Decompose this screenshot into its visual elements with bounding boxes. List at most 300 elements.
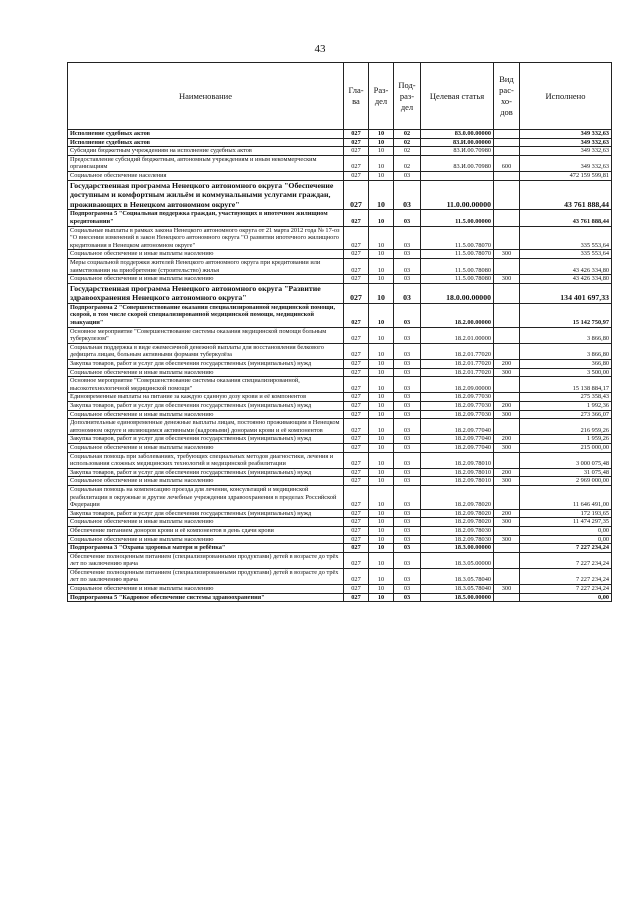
table-row [68,250,612,259]
row-section-cell: 10 [369,171,394,180]
row-section-cell: 10 [369,327,394,343]
row-chapter-cell: 027 [344,593,369,602]
row-name-cell: Основное мероприятие "Совершенствование системы оказания медицинской помощи больным туберкулезом" [68,327,344,343]
row-executed-cell: 7 227 234,24 [520,552,612,568]
row-target-cell: 11.5.00.78080 [421,258,494,274]
table-row [68,410,612,419]
table-body [68,130,612,602]
row-section-cell: 10 [369,368,394,377]
row-subsection-cell: 03 [394,377,421,393]
row-target-cell: 18.0.00.00000 [421,283,494,303]
row-name-cell: Исполнение судебных актов [68,130,344,139]
header-target: Целевая статья [421,63,494,130]
row-name-cell: Подпрограмма 2 "Совершенствование оказания специализированной медицинской помощи, скорой, в том числе скорой специализированной медицинской помощи, медицинской эвакуации" [68,303,344,327]
row-chapter-cell: 027 [344,171,369,180]
table-row [68,226,612,250]
row-chapter-cell: 027 [344,377,369,393]
row-executed-cell: 172 193,65 [520,509,612,518]
row-name-cell: Субсидии бюджетным учреждениям на исполнение судебных актов [68,147,344,156]
row-subsection-cell: 03 [394,258,421,274]
table-row [68,485,612,509]
row-subsection-cell: 03 [394,275,421,284]
table-row [68,518,612,527]
row-executed-cell: 0,00 [520,526,612,535]
row-executed-cell: 472 159 599,81 [520,171,612,180]
row-section-cell: 10 [369,138,394,147]
table-row [68,477,612,486]
row-target-cell: 18.2.01.77020 [421,360,494,369]
table-row [68,593,612,602]
table-row [68,360,612,369]
row-name-cell: Социальное обеспечение и иные выплаты населению [68,410,344,419]
row-target-cell: 18.2.09.78020 [421,518,494,527]
row-expense-type-cell: 300 [494,368,520,377]
row-executed-cell: 3 866,80 [520,343,612,359]
row-target-cell: 18.2.09.78030 [421,535,494,544]
row-name-cell: Единовременные выплаты на питание за каждую сданную дозу крови и её компонентов [68,393,344,402]
table-row [68,368,612,377]
row-executed-cell: 3 000 075,48 [520,452,612,468]
row-executed-cell: 15 138 884,17 [520,377,612,393]
table-row [68,275,612,284]
table-row [68,535,612,544]
row-executed-cell: 2 969 000,00 [520,477,612,486]
row-name-cell: Обеспечение питанием доноров крови и её компонентов в день сдачи крови [68,526,344,535]
row-chapter-cell: 027 [344,443,369,452]
row-chapter-cell: 027 [344,147,369,156]
row-target-cell: 18.2.09.77030 [421,410,494,419]
row-subsection-cell: 03 [394,303,421,327]
table-row [68,377,612,393]
row-subsection-cell: 02 [394,147,421,156]
row-chapter-cell: 027 [344,155,369,171]
row-expense-type-cell [494,147,520,156]
row-subsection-cell: 03 [394,485,421,509]
row-section-cell: 10 [369,452,394,468]
row-name-cell: Предоставление субсидий бюджетным, автономным учреждениям и иным некоммерческим организациям [68,155,344,171]
row-chapter-cell: 027 [344,303,369,327]
table-row [68,147,612,156]
row-executed-cell: 11 646 491,00 [520,485,612,509]
row-chapter-cell: 027 [344,410,369,419]
row-target-cell: 18.2.01.77020 [421,368,494,377]
row-subsection-cell: 03 [394,419,421,435]
row-expense-type-cell: 200 [494,435,520,444]
row-expense-type-cell [494,327,520,343]
row-chapter-cell: 027 [344,258,369,274]
row-name-cell: Закупка товаров, работ и услуг для обеспечения государственных (муниципальных) нужд [68,435,344,444]
table-row [68,343,612,359]
row-executed-cell: 1 959,26 [520,435,612,444]
table-row [68,258,612,274]
table-row [68,435,612,444]
row-section-cell: 10 [369,544,394,553]
row-subsection-cell: 03 [394,544,421,553]
row-subsection-cell: 03 [394,402,421,411]
row-target-cell: 83.И.00.00000 [421,138,494,147]
header-executed: Исполнено [520,63,612,130]
row-subsection-cell: 03 [394,593,421,602]
row-executed-cell: 366,80 [520,360,612,369]
row-name-cell: Социальное обеспечение и иные выплаты населению [68,250,344,259]
row-subsection-cell: 03 [394,180,421,210]
row-chapter-cell: 027 [344,435,369,444]
row-chapter-cell: 027 [344,393,369,402]
row-section-cell: 10 [369,180,394,210]
header-chapter: Гла-ва [344,63,369,130]
row-executed-cell: 275 358,43 [520,393,612,402]
row-section-cell: 10 [369,343,394,359]
row-subsection-cell: 02 [394,130,421,139]
row-expense-type-cell: 300 [494,250,520,259]
table-row [68,327,612,343]
row-section-cell: 10 [369,377,394,393]
row-chapter-cell: 027 [344,485,369,509]
row-section-cell: 10 [369,593,394,602]
row-section-cell: 10 [369,130,394,139]
row-target-cell: 18.3.05.78040 [421,568,494,584]
row-target-cell: 18.2.09.78010 [421,477,494,486]
row-subsection-cell: 03 [394,250,421,259]
row-name-cell: Исполнение судебных актов [68,138,344,147]
row-target-cell: 18.2.01.00000 [421,327,494,343]
row-expense-type-cell [494,343,520,359]
row-section-cell: 10 [369,360,394,369]
row-expense-type-cell [494,210,520,226]
table-row [68,138,612,147]
row-expense-type-cell: 200 [494,402,520,411]
row-chapter-cell: 027 [344,275,369,284]
row-expense-type-cell [494,552,520,568]
row-expense-type-cell: 200 [494,468,520,477]
row-target-cell: 18.3.05.78040 [421,585,494,594]
row-target-cell: 11.5.00.78080 [421,275,494,284]
row-chapter-cell: 027 [344,343,369,359]
row-expense-type-cell [494,377,520,393]
row-executed-cell: 1 992,36 [520,402,612,411]
row-name-cell: Социальное обеспечение и иные выплаты населению [68,535,344,544]
table-row [68,155,612,171]
row-section-cell: 10 [369,552,394,568]
row-section-cell: 10 [369,518,394,527]
row-expense-type-cell: 300 [494,275,520,284]
row-executed-cell: 7 227 234,24 [520,568,612,584]
row-executed-cell: 31 075,48 [520,468,612,477]
table-row [68,568,612,584]
row-subsection-cell: 02 [394,138,421,147]
table-row [68,452,612,468]
row-subsection-cell: 03 [394,368,421,377]
table-row [68,552,612,568]
row-expense-type-cell [494,419,520,435]
row-target-cell: 18.2.09.78020 [421,509,494,518]
row-target-cell: 18.3.00.00000 [421,544,494,553]
row-chapter-cell: 027 [344,180,369,210]
row-chapter-cell: 027 [344,283,369,303]
table-row [68,544,612,553]
row-target-cell: 18.2.09.78010 [421,452,494,468]
row-target-cell: 18.5.00.00000 [421,593,494,602]
row-subsection-cell: 03 [394,210,421,226]
row-section-cell: 10 [369,258,394,274]
row-name-cell: Подпрограмма 5 "Кадровое обеспечение системы здравоохранения" [68,593,344,602]
row-executed-cell: 0,00 [520,535,612,544]
row-executed-cell: 43 426 334,80 [520,275,612,284]
row-name-cell: Социальное обеспечение и иные выплаты населению [68,585,344,594]
row-chapter-cell: 027 [344,130,369,139]
row-chapter-cell: 027 [344,402,369,411]
row-target-cell: 11.5.00.00000 [421,210,494,226]
row-executed-cell: 335 553,64 [520,226,612,250]
row-executed-cell: 11 474 297,35 [520,518,612,527]
row-name-cell: Социальное обеспечение и иные выплаты населению [68,443,344,452]
row-expense-type-cell [494,171,520,180]
row-name-cell: Меры социальной поддержки жителей Ненецкого автономного округа при кредитовании или заимствовании на приобретение (строительство) жилья [68,258,344,274]
row-name-cell: Дополнительные единовременные денежные выплаты лицам, постоянно проживающим в Ненецком автономном округе и являющимся активными (кадровыми) донорами крови и её компонентов [68,419,344,435]
row-name-cell: Подпрограмма 5 "Социальная поддержка граждан, участвующих в ипотечном жилищном кредитовании" [68,210,344,226]
row-name-cell: Социальное обеспечение и иные выплаты населению [68,275,344,284]
row-chapter-cell: 027 [344,535,369,544]
row-name-cell: Государственная программа Ненецкого автономного округа "Обеспечение доступным и комфортным жильём и коммунальными услугами граждан, проживающих в Ненецком автономном округе" [68,180,344,210]
row-section-cell: 10 [369,477,394,486]
row-expense-type-cell: 300 [494,477,520,486]
row-subsection-cell: 03 [394,452,421,468]
table-row [68,283,612,303]
row-subsection-cell: 03 [394,226,421,250]
row-chapter-cell: 027 [344,452,369,468]
row-name-cell: Социальные выплаты в рамках закона Ненецкого автономного округа от 21 марта 2012 года № 17-оз "О внесении изменений в закон Ненецкого автономного округа "О развитии ипотечного жилищного кредитования в Ненецком автономном округе" [68,226,344,250]
table-row [68,419,612,435]
row-target-cell: 18.2.09.78020 [421,485,494,509]
row-executed-cell: 3 500,00 [520,368,612,377]
row-section-cell: 10 [369,410,394,419]
header-subsection: Под-раз-дел [394,63,421,130]
row-name-cell: Закупка товаров, работ и услуг для обеспечения государственных (муниципальных) нужд [68,402,344,411]
row-subsection-cell: 03 [394,568,421,584]
row-executed-cell: 349 332,63 [520,147,612,156]
row-target-cell: 18.2.01.77020 [421,343,494,359]
row-chapter-cell: 027 [344,419,369,435]
row-chapter-cell: 027 [344,468,369,477]
table-row [68,585,612,594]
row-section-cell: 10 [369,283,394,303]
row-name-cell: Закупка товаров, работ и услуг для обеспечения государственных (муниципальных) нужд [68,509,344,518]
row-target-cell: 18.2.09.77030 [421,402,494,411]
row-chapter-cell: 027 [344,210,369,226]
row-chapter-cell: 027 [344,226,369,250]
row-subsection-cell: 03 [394,410,421,419]
row-executed-cell: 7 227 234,24 [520,585,612,594]
row-name-cell: Закупка товаров, работ и услуг для обеспечения государственных (муниципальных) нужд [68,360,344,369]
row-executed-cell: 3 866,80 [520,327,612,343]
row-section-cell: 10 [369,568,394,584]
row-target-cell: 18.2.09.78030 [421,526,494,535]
table-row [68,402,612,411]
row-subsection-cell: 02 [394,155,421,171]
row-name-cell: Обеспечение полноценным питанием (специализированными продуктами) детей в возрасте до трёх лет по заключению врача [68,568,344,584]
row-name-cell: Социальное обеспечение и иные выплаты населению [68,477,344,486]
row-expense-type-cell: 300 [494,535,520,544]
row-chapter-cell: 027 [344,552,369,568]
row-section-cell: 10 [369,509,394,518]
row-executed-cell: 43 426 334,80 [520,258,612,274]
row-executed-cell: 215 000,00 [520,443,612,452]
row-subsection-cell: 03 [394,468,421,477]
row-target-cell: 18.2.09.77040 [421,443,494,452]
row-executed-cell: 43 761 888,44 [520,180,612,210]
page-number: 43 [314,43,326,55]
row-subsection-cell: 03 [394,435,421,444]
row-expense-type-cell: 200 [494,360,520,369]
row-expense-type-cell [494,526,520,535]
row-executed-cell: 134 401 697,33 [520,283,612,303]
row-section-cell: 10 [369,435,394,444]
row-subsection-cell: 03 [394,283,421,303]
row-subsection-cell: 03 [394,509,421,518]
row-executed-cell: 349 332,63 [520,138,612,147]
table-row [68,443,612,452]
row-target-cell: 11.5.00.78070 [421,250,494,259]
row-section-cell: 10 [369,443,394,452]
row-section-cell: 10 [369,402,394,411]
table-row [68,509,612,518]
row-section-cell: 10 [369,147,394,156]
row-expense-type-cell: 300 [494,518,520,527]
row-target-cell: 18.2.09.77040 [421,419,494,435]
row-name-cell: Социальная поддержка в виде ежемесячной денежной выплаты для восстановления белкового дефицита лицам, больным активными формами туберкулёза [68,343,344,359]
row-name-cell: Социальная помощь на компенсацию проезда для лечения, консультаций и медицинской реабилитации в окружные и другие лечебные учреждения здравоохранения в пределах Российской Федерации [68,485,344,509]
row-chapter-cell: 027 [344,526,369,535]
row-chapter-cell: 027 [344,518,369,527]
table-row [68,303,612,327]
row-expense-type-cell [494,130,520,139]
row-target-cell: 18.2.09.77030 [421,393,494,402]
row-section-cell: 10 [369,250,394,259]
row-subsection-cell: 03 [394,585,421,594]
row-subsection-cell: 03 [394,526,421,535]
header-name: Наименование [68,63,344,130]
row-chapter-cell: 027 [344,138,369,147]
row-section-cell: 10 [369,303,394,327]
row-section-cell: 10 [369,275,394,284]
table-row [68,180,612,210]
row-expense-type-cell: 300 [494,410,520,419]
row-expense-type-cell: 300 [494,443,520,452]
row-section-cell: 10 [369,155,394,171]
row-name-cell: Подпрограмма 3 "Охрана здоровья матери и ребёнка" [68,544,344,553]
row-subsection-cell: 03 [394,343,421,359]
row-expense-type-cell: 600 [494,155,520,171]
row-section-cell: 10 [369,585,394,594]
row-name-cell: Социальная помощь при заболеваниях, требующих специальных методов диагностики, лечения и использования сложных медицинских технологий и медицинской реабилитации [68,452,344,468]
row-subsection-cell: 03 [394,393,421,402]
row-target-cell: 11.0.00.00000 [421,180,494,210]
row-executed-cell: 273 366,07 [520,410,612,419]
row-chapter-cell: 027 [344,327,369,343]
table-header-row [68,63,612,130]
row-section-cell: 10 [369,526,394,535]
row-target-cell: 83.И.00.70980 [421,155,494,171]
row-subsection-cell: 03 [394,443,421,452]
row-target-cell: 83.0.00.00000 [421,130,494,139]
row-expense-type-cell: 300 [494,585,520,594]
row-subsection-cell: 03 [394,477,421,486]
row-expense-type-cell [494,226,520,250]
row-target-cell [421,171,494,180]
row-section-cell: 10 [369,419,394,435]
row-expense-type-cell [494,180,520,210]
header-section: Раз-дел [369,63,394,130]
row-executed-cell: 349 332,63 [520,130,612,139]
row-expense-type-cell [494,393,520,402]
row-target-cell: 18.3.05.00000 [421,552,494,568]
row-subsection-cell: 03 [394,360,421,369]
header-expense-type: Вид рас-хо-дов [494,63,520,130]
row-section-cell: 10 [369,210,394,226]
row-subsection-cell: 03 [394,171,421,180]
row-name-cell: Закупка товаров, работ и услуг для обеспечения государственных (муниципальных) нужд [68,468,344,477]
row-chapter-cell: 027 [344,568,369,584]
table-row [68,526,612,535]
row-name-cell: Обеспечение полноценным питанием (специализированными продуктами) детей в возрасте до трёх лет по заключению врача [68,552,344,568]
row-chapter-cell: 027 [344,509,369,518]
row-expense-type-cell [494,452,520,468]
row-subsection-cell: 03 [394,518,421,527]
row-executed-cell: 335 553,64 [520,250,612,259]
table-row [68,468,612,477]
row-expense-type-cell: 200 [494,509,520,518]
row-expense-type-cell [494,303,520,327]
row-expense-type-cell [494,283,520,303]
row-executed-cell: 7 227 234,24 [520,544,612,553]
row-section-cell: 10 [369,535,394,544]
row-chapter-cell: 027 [344,250,369,259]
row-section-cell: 10 [369,485,394,509]
table-row [68,393,612,402]
row-chapter-cell: 027 [344,477,369,486]
row-target-cell: 11.5.00.78070 [421,226,494,250]
row-target-cell: 18.2.09.78010 [421,468,494,477]
row-expense-type-cell [494,568,520,584]
row-executed-cell: 0,00 [520,593,612,602]
row-name-cell: Социальное обеспечение и иные выплаты населению [68,518,344,527]
row-subsection-cell: 03 [394,327,421,343]
row-name-cell: Государственная программа Ненецкого автономного округа "Развитие здравоохранения Ненецкого автономного округа" [68,283,344,303]
row-name-cell: Основное мероприятие "Совершенствование системы оказания специализированной, высокотехнологичной медицинской помощи" [68,377,344,393]
row-chapter-cell: 027 [344,360,369,369]
row-subsection-cell: 03 [394,552,421,568]
row-target-cell: 18.2.00.00000 [421,303,494,327]
row-expense-type-cell [494,593,520,602]
row-target-cell: 83.И.00.70980 [421,147,494,156]
row-name-cell: Социальное обеспечение населения [68,171,344,180]
row-name-cell: Социальное обеспечение и иные выплаты населению [68,368,344,377]
budget-table [67,62,612,602]
row-executed-cell: 216 959,26 [520,419,612,435]
row-executed-cell: 349 332,63 [520,155,612,171]
row-expense-type-cell [494,138,520,147]
table-row [68,130,612,139]
row-subsection-cell: 03 [394,535,421,544]
row-target-cell: 18.2.09.77040 [421,435,494,444]
row-executed-cell: 15 142 750,97 [520,303,612,327]
row-expense-type-cell [494,258,520,274]
row-chapter-cell: 027 [344,544,369,553]
row-target-cell: 18.2.09.00000 [421,377,494,393]
row-section-cell: 10 [369,226,394,250]
table-row [68,171,612,180]
table-row [68,210,612,226]
